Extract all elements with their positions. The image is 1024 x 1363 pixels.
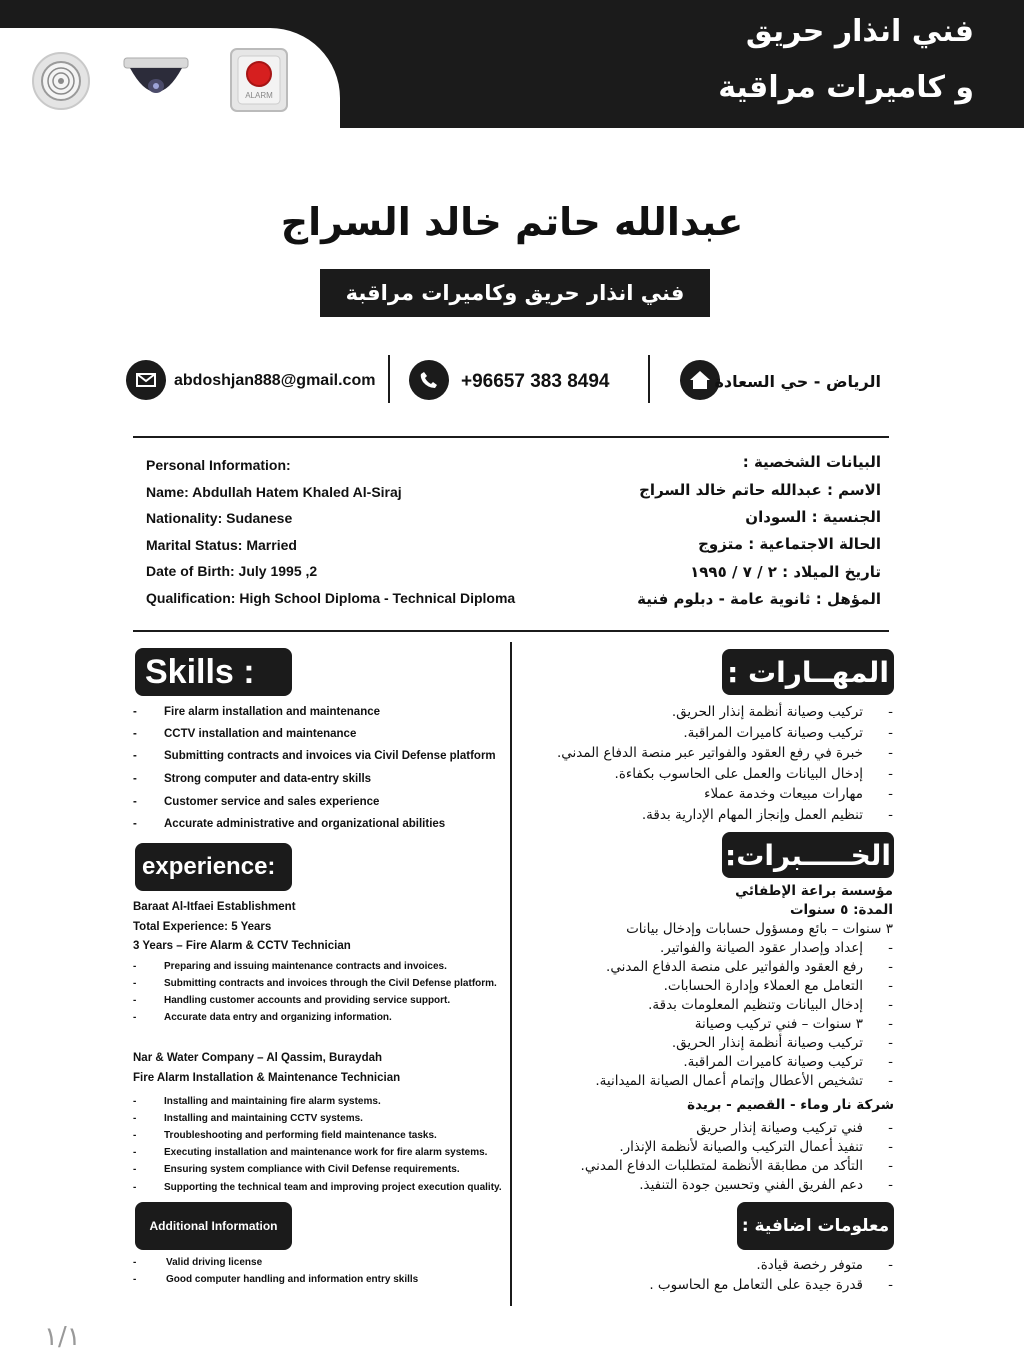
skill-text: CCTV installation and maintenance <box>164 728 357 740</box>
experience-text-ar: دعم الفريق الفني وتحسين جودة التنفيذ. <box>639 1177 863 1193</box>
email-link[interactable]: abdoshjan888@gmail.com <box>174 372 376 389</box>
skill-text-ar: إدخال البيانات والعمل على الحاسوب بكفاءة. <box>614 766 863 782</box>
experience-heading-ar <box>722 832 894 878</box>
skill-text: Customer service and sales experience <box>164 796 380 808</box>
company1-ar: مؤسسة براعة الإطفائي <box>735 883 893 899</box>
additional-info-heading-ar <box>737 1202 894 1250</box>
experience-text-ar: إدخال البيانات وتنظيم المعلومات بدقة. <box>648 997 863 1013</box>
experience-text: Troubleshooting and performing field maintenance tasks. <box>164 1130 437 1141</box>
candidate-name: عبدالله حاتم خالد السراج <box>280 200 744 244</box>
company1-en: Baraat Al-Itfaei Establishment <box>133 901 296 913</box>
skills-heading-ar-text: المهــارات : <box>727 655 889 689</box>
job-title: فني انذار حريق وكاميرات مراقبة <box>345 281 685 305</box>
experience-text-ar: التعامل مع العملاء وإدارة الحسابات. <box>663 978 863 994</box>
skill-text-ar: خبرة في رفع العقود والفواتير عبر منصة الدفاع المدني. <box>557 745 863 761</box>
personal-info-qualification-ar: المؤهل : ثانوية عامة - دبلوم فنية <box>637 590 881 608</box>
skill-text: Accurate administrative and organizational abilities <box>164 818 446 830</box>
personal-info-dob-en: Date of Birth: July 1995 ,2 <box>146 563 318 579</box>
experience-text: Ensuring system compliance with Civil Defense requirements. <box>164 1164 460 1175</box>
banner-title-line2: و كاميرات مراقية <box>718 70 974 105</box>
divider-line <box>133 630 889 632</box>
duration-ar: المدة: ٥ سنوات <box>789 902 893 918</box>
experience-heading-en-text: experience: <box>142 853 276 880</box>
role1-en: 3 Years – Fire Alarm & CCTV Technician <box>133 940 351 952</box>
skill-text: Submitting contracts and invoices via Civil Defense platform <box>164 750 496 762</box>
personal-info-heading-ar: البيانات الشخصية : <box>742 453 881 471</box>
address: الرياض - حي السعادة <box>714 372 881 391</box>
additional-info-heading-en-text: Additional Information <box>149 1219 278 1233</box>
alarm-button-icon <box>230 48 288 112</box>
experience-text-ar: تركيب وصيانة كاميرات المراقبة. <box>683 1054 863 1070</box>
total-experience-en: Total Experience: 5 Years <box>133 921 272 933</box>
additional-text-ar: متوفر رخصة قيادة. <box>756 1257 863 1273</box>
experience-text-ar: رفع العقود والفواتير على منصة الدفاع المدني. <box>606 959 863 975</box>
cctv-camera-icon <box>122 56 190 108</box>
personal-info-heading-en: Personal Information: <box>146 457 291 473</box>
company2-en: Nar & Water Company – Al Qassim, Buraydah <box>133 1052 383 1064</box>
envelope-icon <box>126 360 166 400</box>
skills-heading-en-text: Skills : <box>145 652 255 691</box>
phone-icon <box>409 360 449 400</box>
additional-info-heading-ar-text: معلومات اضافية : <box>741 1216 890 1236</box>
phone-link[interactable]: +96657 383 8494 <box>461 371 610 392</box>
personal-info-dob-ar: تاريخ الميلاد : ٢ / ٧ / ١٩٩٥ <box>690 563 881 581</box>
column-divider <box>510 642 512 1306</box>
skill-text-ar: تركيب وصيانة أنظمة إنذار الحريق. <box>671 704 863 720</box>
skill-text: Fire alarm installation and maintenance <box>164 706 381 718</box>
personal-info-name-ar: الاسم : عبدالله حاتم خالد السراج <box>639 481 881 499</box>
experience-text: Installing and maintaining fire alarm systems. <box>164 1096 381 1107</box>
banner-title-line1: فني انذار حريق <box>745 14 974 49</box>
skill-text-ar: تنظيم العمل وإنجاز المهام الإدارية بدقة. <box>641 807 863 823</box>
role2-en: Fire Alarm Installation & Maintenance Technician <box>133 1072 401 1084</box>
smoke-detector-icon <box>32 52 90 110</box>
contact-divider <box>388 355 390 403</box>
personal-info-nationality-en: Nationality: Sudanese <box>146 510 293 526</box>
additional-info-heading-en <box>135 1202 292 1250</box>
experience-text-ar: تنفيذ أعمال التركيب والصيانة لأنظمة الإنذار. <box>619 1139 863 1155</box>
skill-text-ar: تركيب وصيانة كاميرات المراقبة. <box>683 725 863 741</box>
skill-text-ar: مهارات مبيعات وخدمة عملاء <box>704 786 863 802</box>
job-title-box <box>320 269 710 317</box>
additional-text: Good computer handling and information entry skills <box>166 1274 419 1285</box>
role1-ar: ٣ سنوات – بائع ومسؤول حسابات وإدخال بيانات <box>626 921 893 937</box>
skill-text: Strong computer and data-entry skills <box>164 773 372 785</box>
experience-text: Handling customer accounts and providing service support. <box>164 995 451 1006</box>
experience-text: Executing installation and maintenance work for fire alarm systems. <box>164 1147 488 1158</box>
experience-text-ar: فني تركيب وصيانة إنذار حريق <box>696 1120 863 1136</box>
experience-text: Preparing and issuing maintenance contracts and invoices. <box>164 961 447 972</box>
experience-text: Submitting contracts and invoices through the Civil Defense platform. <box>164 978 497 989</box>
experience-text-ar: إعداد وإصدار عقود الصيانة والفواتير. <box>659 940 863 956</box>
personal-info-qualification-en: Qualification: High School Diploma - Technical Diploma <box>146 590 516 606</box>
additional-text-ar: قدرة جيدة على التعامل مع الحاسوب . <box>649 1277 863 1293</box>
page-number: ١/١ <box>44 1322 81 1352</box>
experience-text-ar: تركيب وصيانة أنظمة إنذار الحريق. <box>671 1035 863 1051</box>
experience-heading-ar-text: الخـــــبرات: <box>725 838 891 872</box>
additional-text: Valid driving license <box>166 1257 263 1268</box>
experience-text-ar: التأكد من مطابقة الأنظمة لمتطلبات الدفاع المدني. <box>580 1158 863 1174</box>
personal-info-nationality-ar: الجنسية : السودان <box>745 508 881 526</box>
experience-heading-en <box>135 843 292 891</box>
personal-info-marital-ar: الحالة الاجتماعية : متزوج <box>698 535 881 553</box>
skills-heading-ar <box>722 649 894 695</box>
experience-text-ar: ٣ سنوات – فني تركيب وصيانة <box>694 1016 863 1032</box>
company2-ar: شركة نار وماء - القصيم - بريدة <box>687 1097 894 1113</box>
personal-info-marital-en: Marital Status: Married <box>146 537 297 553</box>
contact-divider <box>648 355 650 403</box>
experience-text: Accurate data entry and organizing information. <box>164 1012 392 1023</box>
alarm-label: ALARM <box>245 91 273 100</box>
divider-line <box>133 436 889 438</box>
experience-text-ar: تشخيص الأعطال وإتمام أعمال الصيانة الميدانية. <box>595 1073 863 1089</box>
skills-heading-en <box>135 648 292 696</box>
experience-text: Installing and maintaining CCTV systems. <box>164 1113 363 1124</box>
personal-info-name-en: Name: Abdullah Hatem Khaled Al-Siraj <box>146 484 402 500</box>
banner-title <box>718 4 974 116</box>
experience-text: Supporting the technical team and improving project execution quality. <box>164 1182 502 1193</box>
